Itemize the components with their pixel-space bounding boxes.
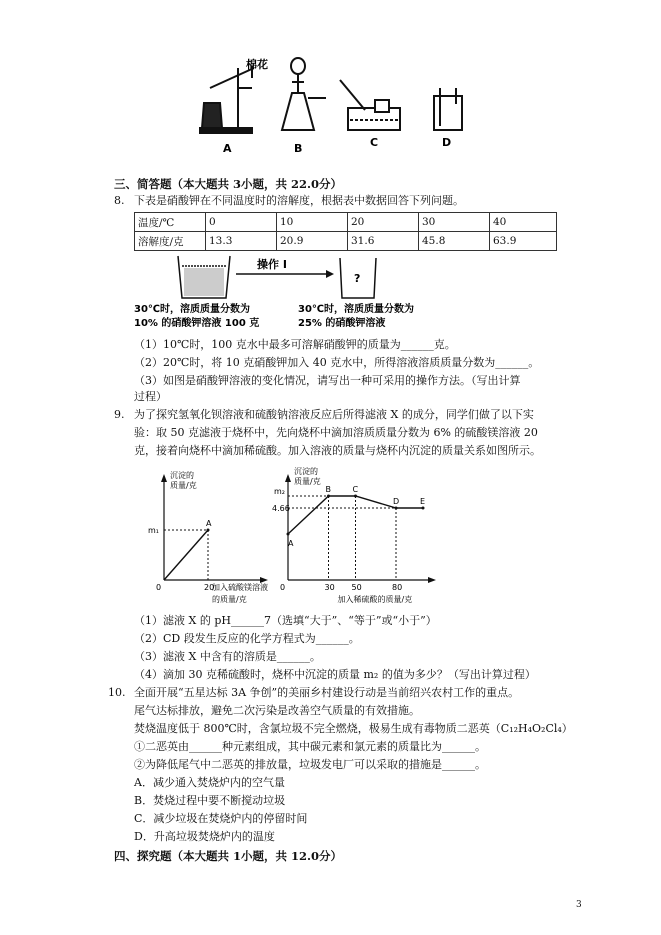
right-caption-2: 25% 的硝酸钾溶液 bbox=[298, 318, 386, 329]
table-cell: 20 bbox=[348, 213, 419, 232]
x-tick-label: 80 bbox=[392, 583, 403, 592]
x-tick-label: 30 bbox=[324, 583, 335, 592]
chart-precipitate-mgso4 bbox=[140, 466, 270, 606]
question-mark: ? bbox=[354, 272, 361, 285]
point-label: B bbox=[325, 485, 331, 494]
y-tick-label: m₂ bbox=[274, 487, 285, 496]
x-tick-label: 20 bbox=[204, 583, 215, 592]
table-row bbox=[135, 213, 557, 232]
beaker-diagram bbox=[130, 252, 430, 332]
q9-sub2: （2）CD 段发生反应的化学方程式为______。 bbox=[134, 632, 360, 645]
point-label: A bbox=[206, 519, 212, 528]
data-point bbox=[207, 529, 210, 532]
table-cell: 溶解度/克 bbox=[135, 232, 206, 251]
table-cell: 0 bbox=[206, 213, 277, 232]
chart-precipitate-h2so4 bbox=[272, 466, 442, 606]
q10-number: 10. bbox=[108, 686, 126, 699]
q10-p4: ①二恶英由______种元素组成，其中碳元素和氯元素的质量比为______。 bbox=[134, 740, 486, 753]
right-caption-1: 30℃时，溶质质量分数为 bbox=[298, 304, 415, 315]
y-tick-label: m₁ bbox=[148, 526, 159, 535]
q10-option-d: D．升高垃圾焚烧炉内的温度 bbox=[134, 830, 275, 843]
table-cell: 40 bbox=[490, 213, 557, 232]
q9-p1: 为了探究氢氧化钡溶液和硫酸钠溶液反应后所得滤液 X 的成分，同学们做了以下实 bbox=[134, 408, 534, 421]
table-cell: 63.9 bbox=[490, 232, 557, 251]
label-a: A bbox=[223, 142, 232, 155]
label-b: B bbox=[294, 142, 303, 155]
solubility-table bbox=[134, 212, 557, 251]
q10-option-b: B．焚烧过程中要不断搅动垃圾 bbox=[134, 794, 286, 807]
y-label-2a: 沉淀的 bbox=[294, 467, 318, 476]
q10-p3: 焚烧温度低于 800℃时，含氯垃圾不完全燃烧，极易生成有毒物质二恶英（C₁₂H₄O₂Cl₄） bbox=[134, 722, 573, 735]
apparatus-a bbox=[200, 66, 254, 133]
apparatus-d bbox=[434, 88, 462, 130]
operation-label: 操作 I bbox=[257, 258, 287, 271]
label-d: D bbox=[442, 136, 452, 149]
point-label: C bbox=[352, 485, 359, 494]
cotton-label: 棉花 bbox=[246, 58, 268, 71]
q8-intro: 下表是硝酸钾在不同温度时的溶解度，根据表中数据回答下列问题。 bbox=[134, 194, 464, 207]
q10-option-c: C．减少垃圾在焚烧炉内的停留时间 bbox=[134, 812, 308, 825]
point-label: A bbox=[288, 539, 294, 548]
q10-p2: 尾气达标排放，避免二次污染是改善空气质量的有效措施。 bbox=[134, 704, 420, 717]
page-number: 3 bbox=[576, 900, 582, 910]
q8-sub2: （2）20℃时，将 10 克硝酸钾加入 40 克水中，所得溶液溶质质量分数为______。 bbox=[134, 356, 540, 369]
data-point bbox=[422, 507, 425, 510]
q8-sub1: （1）10℃时，100 克水中最多可溶解硝酸钾的质量为______克。 bbox=[134, 338, 456, 351]
table-cell: 31.6 bbox=[348, 232, 419, 251]
q10-p5: ②为降低尾气中二恶英的排放量，垃圾发电厂可以采取的措施是______。 bbox=[134, 758, 486, 771]
apparatus-figure bbox=[190, 48, 480, 158]
q10-p1: 全面开展“五星达标 3A 争创”的美丽乡村建设行动是当前绍兴农村工作的重点。 bbox=[134, 686, 520, 699]
point-label: E bbox=[420, 497, 426, 506]
q8-sub3a: （3）如图是硝酸钾溶液的变化情况，请写出一种可采用的操作方法。（写出计算 bbox=[134, 374, 521, 387]
series-line bbox=[164, 530, 208, 580]
y-label-1a: 沉淀的 bbox=[170, 471, 194, 480]
q9-p3: 克，接着向烧杯中滴加稀硫酸。加入溶液的质量与烧杯内沉淀的质量关系如图所示。 bbox=[134, 444, 541, 457]
q9-sub1: （1）滤液 X 的 pH______7（选填“大于”、“等于”或“小于”） bbox=[134, 614, 437, 627]
x-axis-label: 的质量/克 bbox=[212, 595, 247, 604]
table-cell: 13.3 bbox=[206, 232, 277, 251]
x-tick-label: 0 bbox=[280, 583, 286, 592]
q9-number: 9. bbox=[114, 408, 125, 421]
x-axis-label: 加入硫酸镁溶液 bbox=[212, 583, 268, 592]
left-caption-2: 10% 的硝酸钾溶液 100 克 bbox=[134, 318, 260, 329]
apparatus-c bbox=[340, 80, 400, 130]
data-point bbox=[287, 533, 290, 536]
table-cell: 温度/℃ bbox=[135, 213, 206, 232]
y-tick-label: 4.66 bbox=[272, 504, 290, 513]
q8-number: 8. bbox=[114, 194, 125, 207]
table-cell: 10 bbox=[277, 213, 348, 232]
q10-option-a: A．减少通入焚烧炉内的空气量 bbox=[134, 776, 285, 789]
q9-sub4: （4）滴加 30 克稀硫酸时，烧杯中沉淀的质量 m₂ 的值为多少？（写出计算过程） bbox=[134, 668, 536, 681]
table-row bbox=[135, 232, 557, 251]
table-cell: 20.9 bbox=[277, 232, 348, 251]
y-label-2b: 质量/克 bbox=[294, 477, 321, 486]
apparatus-b bbox=[282, 58, 326, 130]
label-c: C bbox=[370, 136, 379, 149]
x-axis-label: 加入稀硫酸的质量/克 bbox=[337, 595, 413, 604]
q9-sub3: （3）滤液 X 中含有的溶质是______。 bbox=[134, 650, 321, 663]
y-label-1b: 质量/克 bbox=[170, 481, 197, 490]
q8-sub3b: 过程） bbox=[134, 390, 167, 403]
x-tick-label: 0 bbox=[156, 583, 162, 592]
q9-p2: 验：取 50 克滤液于烧杯中，先向烧杯中滴加溶质质量分数为 6% 的硫酸镁溶液 20 bbox=[134, 426, 538, 439]
point-label: D bbox=[393, 497, 400, 506]
x-tick-label: 50 bbox=[351, 583, 362, 592]
section-3-title: 三、简答题（本大题共 3小题，共 22.0分） bbox=[114, 177, 343, 191]
section-4-title: 四、探究题（本大题共 1小题，共 12.0分） bbox=[114, 849, 343, 863]
table-cell: 30 bbox=[419, 213, 490, 232]
left-caption-1: 30℃时，溶质质量分数为 bbox=[134, 304, 251, 315]
table-cell: 45.8 bbox=[419, 232, 490, 251]
